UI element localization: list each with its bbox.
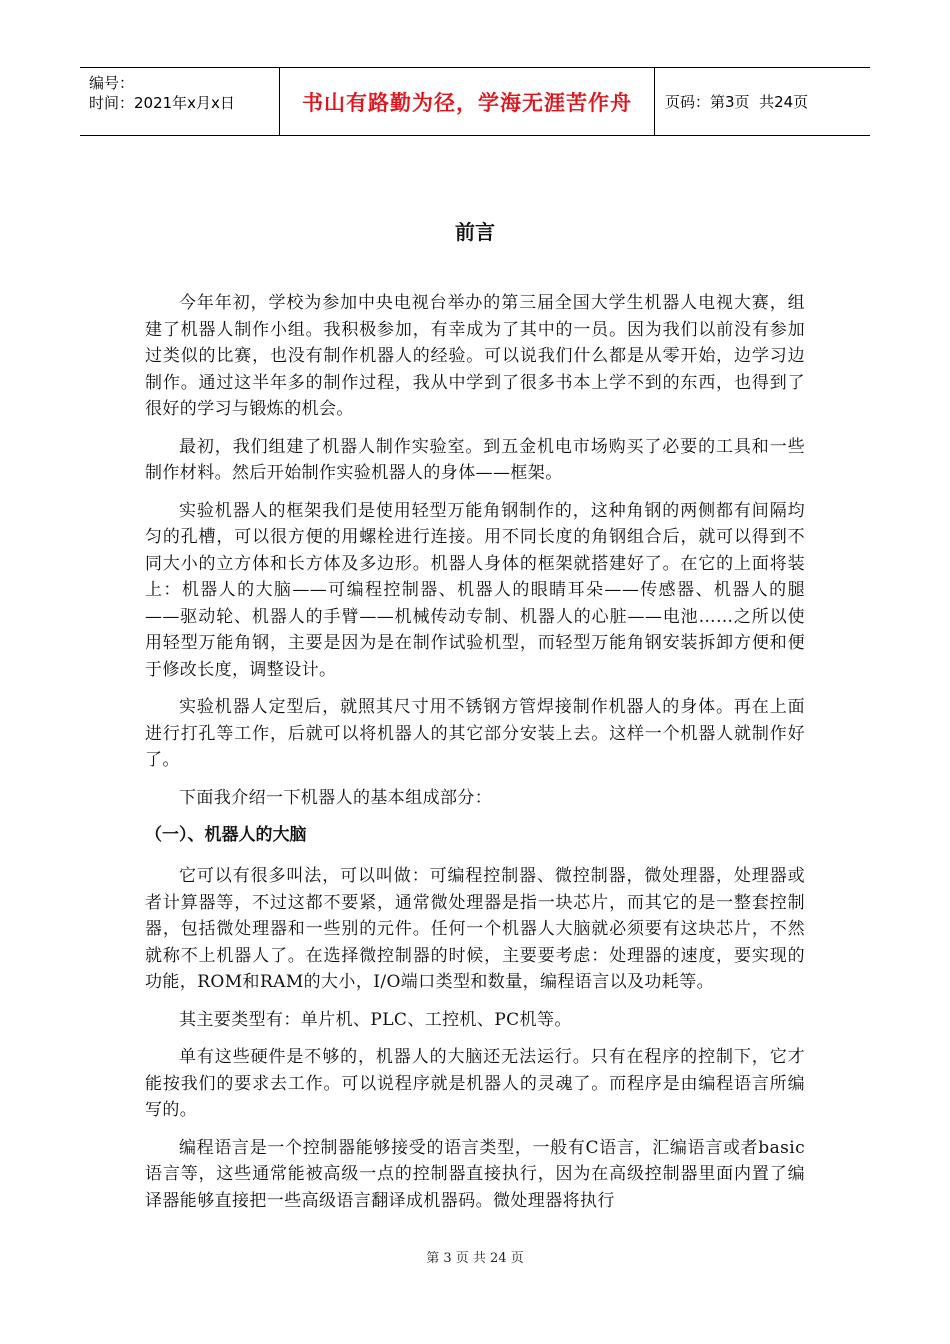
page-footer: 第 3 页 共 24 页 [426, 1251, 524, 1266]
paragraph: 单有这些硬件是不够的，机器人的大脑还无法运行。只有在程序的控制下，它才能按我们的要求去工作。可以说程序就是机器人的灵魂了。而程序是由编程语言所编写的。 [145, 1047, 805, 1120]
header-page-info: 页码：第3页 共24页 [665, 93, 809, 111]
page-title: 前言 [455, 220, 495, 244]
paragraph: 实验机器人定型后，就照其尺寸用不锈钢方管焊接制作机器人的身体。再在上面进行打孔等工作，后就可以将机器人的其它部分安装上去。这样一个机器人就制作好了。 [145, 697, 805, 770]
time-label: 时间：2021年x月x日 [89, 94, 235, 112]
paragraph: 今年年初，学校为参加中央电视台举办的第三届全国大学生机器人电视大赛，组建了机器人制作小组。我积极参加，有幸成为了其中的一员。因为我们以前没有参加过类似的比赛，也没有制作机器人的经验。可以说我们什么都是从零开始，边学习边制作。通过这半年多的制作过程，我从中学到了很多书本上学不到的东西，也得到了很好的学习与锻炼的机会。 [145, 293, 805, 419]
header-meta [80, 68, 280, 135]
header-motto: 书山有路勤为径，学海无涯苦作舟 [280, 68, 655, 135]
paragraph: 它可以有很多叫法，可以叫做：可编程控制器、微控制器，微处理器，处理器或者计算器等，不过这都不要紧，通常微处理器是指一块芯片，而其它的是一整套控制器，包括微处理器和一些别的元件。任何一个机器人大脑就必须要有这块芯片，不然就称不上机器人了。在选择微控制器的时候，主要要考虑：处理器的速度，要实现的功能，ROM和RAM的大小，I/O端口类型和数量，编程语言以及功耗等。 [145, 866, 805, 992]
paragraph: 编程语言是一个控制器能够接受的语言类型，一般有C语言，汇编语言或者basic语言等，这些通常能被高级一点的控制器直接执行，因为在高级控制器里面内置了编译器能够直接把一些高级语言翻译成机器码。微处理器将执行 [145, 1137, 805, 1211]
section-heading: （一）、机器人的大脑 [145, 825, 307, 845]
paragraph: 下面我介绍一下机器人的基本组成部分： [179, 787, 493, 808]
page-header [80, 67, 870, 136]
document-body [145, 290, 805, 1225]
number-label: 编号： [89, 74, 135, 92]
paragraph: 最初，我们组建了机器人制作实验室。到五金机电市场购买了必要的工具和一些制作材料。然后开始制作实验机器人的身体——框架。 [145, 436, 805, 483]
paragraph: 其主要类型有：单片机、PLC、工控机、PC机等。 [179, 1009, 572, 1030]
paragraph: 实验机器人的框架我们是使用轻型万能角钢制作的，这种角钢的两侧都有间隔均匀的孔槽，可以很方便的用螺栓进行连接。用不同长度的角钢组合后，就可以得到不同大小的立方体和长方体及多边形。机器人身体的框架就搭建好了。在它的上面将装上：机器人的大脑——可编程控制器、机器人的眼睛耳朵——传感器、机器人的腿——驱动轮、机器人的手臂——机械传动专制、机器人的心脏——电池……之所以使用轻型万能角钢，主要是因为是在制作试验机型，而轻型万能角钢安装拆卸方便和便于修改长度，调整设计。 [145, 500, 805, 680]
